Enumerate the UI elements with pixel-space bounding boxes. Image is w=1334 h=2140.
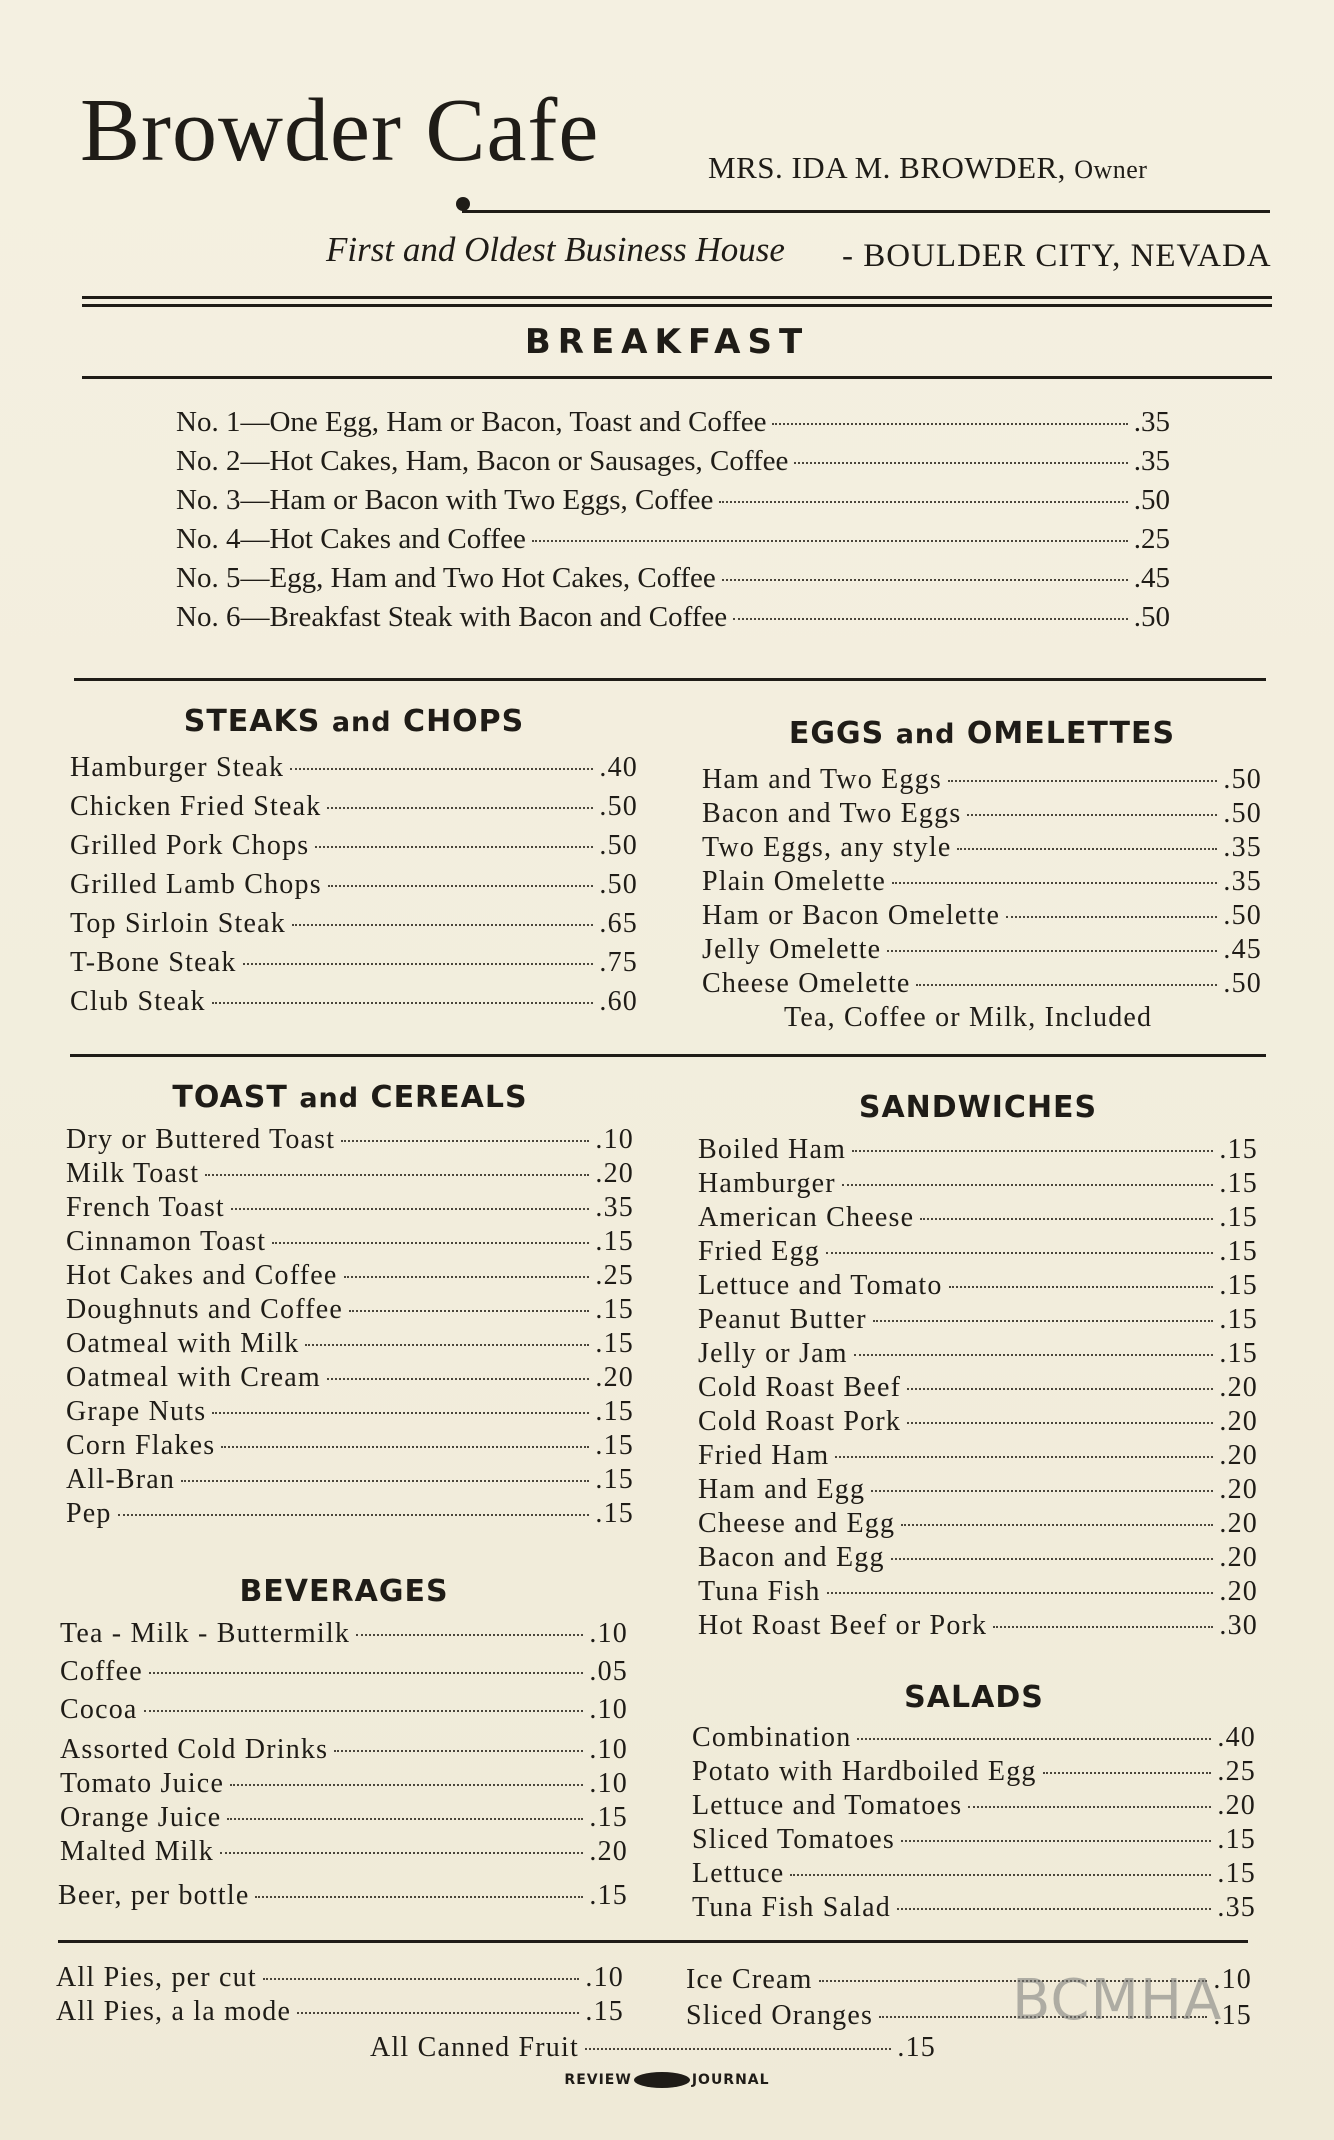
steaks-item — [70, 908, 638, 940]
leader-dots — [907, 1388, 1213, 1390]
leader-dots — [887, 950, 1217, 952]
sandwich-item — [698, 1202, 1258, 1234]
item-price: .15 — [595, 1294, 634, 1325]
item-name: Club Steak — [70, 986, 206, 1017]
toast-item — [66, 1396, 634, 1428]
steaks-item — [70, 869, 638, 901]
leader-dots — [826, 1252, 1213, 1254]
item-price: .20 — [1219, 1440, 1258, 1471]
eggs-title — [702, 716, 1262, 751]
item-price: .10 — [589, 1768, 628, 1799]
leader-dots — [920, 1218, 1213, 1220]
leader-dots — [852, 1150, 1213, 1152]
leader-dots — [230, 1784, 583, 1786]
item-price: .20 — [595, 1362, 634, 1393]
item-name: Tomato Juice — [60, 1768, 225, 1799]
sandwich-item — [698, 1474, 1258, 1506]
section-rule — [70, 1054, 1266, 1057]
item-name: Dry or Buttered Toast — [66, 1124, 336, 1155]
header-double-rule — [82, 296, 1272, 307]
item-price: .40 — [1217, 1722, 1256, 1753]
beverage-item — [60, 1802, 628, 1834]
item-name: Potato with Hardboiled Egg — [692, 1756, 1037, 1787]
leader-dots — [901, 1524, 1213, 1526]
leader-dots — [144, 1710, 584, 1712]
breakfast-title: BREAKFAST — [524, 322, 810, 362]
leader-dots — [871, 1490, 1213, 1492]
sandwich-item — [698, 1168, 1258, 1200]
breakfast-item — [176, 562, 1170, 595]
item-price: .10 — [1213, 1964, 1252, 1995]
toast-title — [66, 1080, 634, 1115]
item-name: Sliced Tomatoes — [692, 1824, 895, 1855]
printer-right: JOURNAL — [691, 2072, 770, 2088]
beverage-item — [60, 1694, 628, 1726]
item-name: Top Sirloin Steak — [70, 908, 286, 939]
leader-dots — [794, 462, 1127, 464]
item-price: .05 — [589, 1656, 628, 1687]
item-name: Hamburger Steak — [70, 752, 285, 783]
item-price: .25 — [1217, 1756, 1256, 1787]
item-price: .15 — [595, 1226, 634, 1257]
leader-dots — [292, 924, 593, 926]
steaks-item — [70, 830, 638, 862]
sandwich-item — [698, 1542, 1258, 1574]
item-name: Jelly Omelette — [702, 934, 882, 965]
item-name: No. 3—Ham or Bacon with Two Eggs, Coffee — [176, 484, 714, 516]
leader-dots — [532, 540, 1128, 542]
item-name: No. 6—Breakfast Steak with Bacon and Coffee — [176, 601, 728, 633]
item-price: .10 — [589, 1734, 628, 1765]
item-price: .60 — [599, 986, 638, 1017]
item-name: Oatmeal with Milk — [66, 1328, 300, 1359]
eggs-item — [702, 832, 1262, 864]
item-name: All Pies, per cut — [56, 1962, 257, 1993]
item-name: Grilled Pork Chops — [70, 830, 310, 861]
item-name: Lettuce and Tomato — [698, 1270, 943, 1301]
item-name: Peanut Butter — [698, 1304, 867, 1335]
steaks-item — [70, 791, 638, 823]
item-price: .15 — [897, 2032, 936, 2063]
sandwich-item — [698, 1134, 1258, 1166]
leader-dots — [243, 963, 594, 965]
item-price: .10 — [585, 1962, 624, 1993]
leader-dots — [897, 1908, 1211, 1910]
item-price: .50 — [1223, 798, 1262, 829]
leader-dots — [854, 1354, 1214, 1356]
item-name: French Toast — [66, 1192, 225, 1223]
item-name: Malted Milk — [60, 1836, 214, 1867]
sandwich-item — [698, 1372, 1258, 1404]
beverage-item — [60, 1656, 628, 1688]
leader-dots — [733, 618, 1128, 620]
sandwich-item — [698, 1236, 1258, 1268]
leader-dots — [949, 1286, 1214, 1288]
item-name: All-Bran — [66, 1464, 176, 1495]
item-price: .20 — [1219, 1508, 1258, 1539]
leader-dots — [255, 1896, 583, 1898]
sandwiches-title: SANDWICHES — [858, 1090, 1098, 1125]
leader-dots — [315, 846, 593, 848]
leader-dots — [263, 1978, 580, 1980]
cafe-name: Browder Cafe — [80, 81, 600, 180]
watermark: BCMHA — [1012, 1968, 1223, 2033]
item-price: .20 — [1219, 1542, 1258, 1573]
item-name: Bacon and Egg — [698, 1542, 885, 1573]
beverage-item — [60, 1768, 628, 1800]
title-and: and — [299, 1083, 360, 1114]
leader-dots — [842, 1184, 1214, 1186]
item-name: Pep — [66, 1498, 112, 1529]
title-word: STEAKS — [183, 704, 321, 739]
leader-dots — [968, 1806, 1211, 1808]
leader-dots — [873, 1320, 1214, 1322]
item-name: Corn Flakes — [66, 1430, 216, 1461]
leader-dots — [356, 1634, 583, 1636]
item-name: Coffee — [60, 1656, 143, 1687]
item-name: Fried Ham — [698, 1440, 830, 1471]
toast-item — [66, 1328, 634, 1360]
location-separator: - — [842, 238, 854, 274]
item-name: Tea - Milk - Buttermilk — [60, 1618, 351, 1649]
leader-dots — [957, 848, 1217, 850]
item-name: Cocoa — [60, 1694, 138, 1725]
item-name: Combination — [692, 1722, 852, 1753]
item-name: Ham and Egg — [698, 1474, 866, 1505]
item-price: .10 — [589, 1618, 628, 1649]
sandwich-item — [698, 1508, 1258, 1540]
leader-dots — [772, 423, 1127, 425]
title-word: CEREALS — [370, 1080, 528, 1115]
title-word: EGGS — [788, 716, 885, 751]
eggs-item — [702, 900, 1262, 932]
item-price: .15 — [1219, 1202, 1258, 1233]
steaks-title — [70, 704, 638, 739]
beverage-item — [60, 1734, 628, 1766]
eggs-item — [702, 798, 1262, 830]
item-name: T-Bone Steak — [70, 947, 237, 978]
item-name: No. 1—One Egg, Ham or Bacon, Toast and Coffee — [176, 406, 767, 438]
section-rule — [74, 678, 1266, 681]
leader-dots — [341, 1140, 589, 1142]
salad-item — [692, 1892, 1256, 1924]
owner-name: MRS. IDA M. BROWDER, — [708, 150, 1066, 185]
item-price: .35 — [1133, 445, 1170, 477]
leader-dots — [349, 1310, 589, 1312]
item-price: .50 — [1223, 764, 1262, 795]
title-and: and — [895, 719, 956, 750]
salad-item — [692, 1722, 1256, 1754]
leader-dots — [305, 1344, 589, 1346]
beverage-item — [60, 1836, 628, 1868]
sandwich-item — [698, 1610, 1258, 1642]
item-name: Hamburger — [698, 1168, 836, 1199]
toast-item — [66, 1362, 634, 1394]
eggs-item — [702, 764, 1262, 796]
item-price: .50 — [599, 830, 638, 861]
leader-dots — [328, 885, 594, 887]
title-and: and — [331, 707, 392, 738]
item-price: .50 — [599, 869, 638, 900]
leader-dots — [220, 1852, 583, 1854]
item-name: Lettuce — [692, 1858, 785, 1889]
item-price: .20 — [1219, 1372, 1258, 1403]
leader-dots — [1006, 916, 1217, 918]
eggs-item — [702, 968, 1262, 1000]
item-price: .15 — [1217, 1858, 1256, 1889]
steaks-item — [70, 947, 638, 979]
breakfast-item — [176, 523, 1170, 556]
item-price: .35 — [1223, 832, 1262, 863]
title-word: OMELETTES — [966, 716, 1176, 751]
item-name: American Cheese — [698, 1202, 915, 1233]
eggs-item — [702, 866, 1262, 898]
printer-mark — [0, 2072, 1334, 2088]
toast-item — [66, 1464, 634, 1496]
header-rule — [462, 210, 1270, 213]
item-price: .65 — [599, 908, 638, 939]
item-price: .15 — [595, 1328, 634, 1359]
item-price: .20 — [1219, 1474, 1258, 1505]
salad-item — [692, 1790, 1256, 1822]
toast-item — [66, 1294, 634, 1326]
item-price: .15 — [1219, 1236, 1258, 1267]
beverage-item — [58, 1880, 628, 1912]
item-price: .45 — [1223, 934, 1262, 965]
item-price: .15 — [595, 1430, 634, 1461]
printer-left: REVIEW — [564, 2072, 632, 2088]
breakfast-item — [176, 484, 1170, 517]
item-price: .15 — [589, 1880, 628, 1911]
location-text: BOULDER CITY, NEVADA — [863, 238, 1272, 274]
item-price: .35 — [595, 1192, 634, 1223]
leader-dots — [857, 1738, 1211, 1740]
leader-dots — [835, 1456, 1213, 1458]
title-word: TOAST — [172, 1080, 288, 1115]
item-name: Two Eggs, any style — [702, 832, 952, 863]
item-name: Oatmeal with Cream — [66, 1362, 321, 1393]
item-price: .50 — [1133, 601, 1170, 633]
item-name: Ice Cream — [686, 1964, 813, 1995]
leader-dots — [205, 1174, 589, 1176]
item-price: .45 — [1133, 562, 1170, 594]
item-price: .15 — [1219, 1304, 1258, 1335]
item-name: Cold Roast Pork — [698, 1406, 902, 1437]
item-price: .20 — [589, 1836, 628, 1867]
leader-dots — [344, 1276, 590, 1278]
steaks-item — [70, 986, 638, 1018]
item-price: .25 — [595, 1260, 634, 1291]
item-name: Bacon and Two Eggs — [702, 798, 962, 829]
item-price: .20 — [595, 1158, 634, 1189]
item-name: Grilled Lamb Chops — [70, 869, 322, 900]
location — [842, 238, 1272, 275]
eggs-item — [702, 934, 1262, 966]
breakfast-item — [176, 445, 1170, 478]
item-name: Cheese and Egg — [698, 1508, 896, 1539]
item-price: .10 — [589, 1694, 628, 1725]
section-rule — [58, 1940, 1248, 1943]
leader-dots — [212, 1002, 594, 1004]
item-price: .15 — [1217, 1824, 1256, 1855]
item-price: .35 — [1223, 866, 1262, 897]
toast-item — [66, 1498, 634, 1530]
item-price: .15 — [585, 1996, 624, 2027]
item-price: .15 — [1219, 1338, 1258, 1369]
breakfast-item — [176, 601, 1170, 634]
eggs-note: Tea, Coffee or Milk, Included — [784, 1002, 1153, 1033]
item-name: Cinnamon Toast — [66, 1226, 267, 1257]
item-name: Boiled Ham — [698, 1134, 847, 1165]
item-price: .15 — [595, 1498, 634, 1529]
toast-item — [66, 1158, 634, 1190]
leader-dots — [118, 1514, 590, 1516]
owner-role: Owner — [1074, 155, 1148, 184]
dessert-item — [56, 1962, 624, 1994]
beverages-title: BEVERAGES — [239, 1574, 449, 1609]
item-price: .20 — [1219, 1406, 1258, 1437]
leader-dots — [1043, 1772, 1212, 1774]
item-price: .15 — [595, 1396, 634, 1427]
leader-dots — [722, 579, 1128, 581]
item-price: .20 — [1217, 1790, 1256, 1821]
item-name: Sliced Oranges — [686, 2000, 874, 2031]
sandwich-item — [698, 1304, 1258, 1336]
item-name: Doughnuts and Coffee — [66, 1294, 343, 1325]
item-name: Hot Roast Beef or Pork — [698, 1610, 988, 1641]
leader-dots — [585, 2048, 891, 2050]
item-price: .30 — [1219, 1610, 1258, 1641]
toast-item — [66, 1192, 634, 1224]
tagline: First and Oldest Business House — [326, 230, 785, 269]
leader-dots — [227, 1818, 583, 1820]
item-name: Ham and Two Eggs — [702, 764, 942, 795]
leader-dots — [790, 1874, 1211, 1876]
leader-dots — [327, 807, 593, 809]
item-price: .15 — [1219, 1168, 1258, 1199]
item-name: All Canned Fruit — [370, 2032, 579, 2063]
leader-dots — [231, 1208, 589, 1210]
item-name: Cheese Omelette — [702, 968, 911, 999]
salad-item — [692, 1858, 1256, 1890]
item-name: Grape Nuts — [66, 1396, 207, 1427]
leader-dots — [181, 1480, 589, 1482]
beverage-item — [60, 1618, 628, 1650]
toast-item — [66, 1124, 634, 1156]
item-price: .75 — [599, 947, 638, 978]
steaks-item — [70, 752, 638, 784]
item-price: .50 — [1223, 968, 1262, 999]
item-name: No. 2—Hot Cakes, Ham, Bacon or Sausages, Coffee — [176, 445, 789, 477]
item-name: Chicken Fried Steak — [70, 791, 322, 822]
sandwich-item — [698, 1406, 1258, 1438]
item-name: Assorted Cold Drinks — [60, 1734, 329, 1765]
leader-dots — [967, 814, 1217, 816]
leader-dots — [149, 1672, 584, 1674]
leader-dots — [327, 1378, 590, 1380]
dessert-item — [370, 2032, 936, 2064]
item-price: .15 — [1213, 2000, 1252, 2031]
item-name: All Pies, a la mode — [56, 1996, 292, 2027]
item-name: Hot Cakes and Coffee — [66, 1260, 338, 1291]
toast-item — [66, 1226, 634, 1258]
toast-item — [66, 1260, 634, 1292]
item-price: .20 — [1219, 1576, 1258, 1607]
leader-dots — [290, 768, 593, 770]
leader-dots — [901, 1840, 1211, 1842]
item-name: Beer, per bottle — [58, 1880, 250, 1911]
leader-dots — [916, 984, 1217, 986]
sandwich-item — [698, 1440, 1258, 1472]
sandwich-item — [698, 1576, 1258, 1608]
salads-title: SALADS — [904, 1680, 1044, 1715]
salad-item — [692, 1756, 1256, 1788]
item-name: Lettuce and Tomatoes — [692, 1790, 963, 1821]
leader-dots — [907, 1422, 1213, 1424]
item-price: .35 — [1133, 406, 1170, 438]
item-name: No. 4—Hot Cakes and Coffee — [176, 523, 526, 555]
item-price: .40 — [599, 752, 638, 783]
item-price: .50 — [599, 791, 638, 822]
leader-dots — [993, 1626, 1213, 1628]
leader-dots — [334, 1750, 583, 1752]
item-name: Milk Toast — [66, 1158, 200, 1189]
item-price: .15 — [1219, 1134, 1258, 1165]
item-name: Cold Roast Beef — [698, 1372, 902, 1403]
item-name: Orange Juice — [60, 1802, 222, 1833]
leader-dots — [272, 1242, 589, 1244]
item-name: No. 5—Egg, Ham and Two Hot Cakes, Coffee — [176, 562, 716, 594]
leader-dots — [891, 1558, 1214, 1560]
sandwich-item — [698, 1338, 1258, 1370]
item-price: .50 — [1223, 900, 1262, 931]
leader-dots — [221, 1446, 589, 1448]
printer-logo-icon — [634, 2072, 690, 2088]
leader-dots — [212, 1412, 589, 1414]
item-price: .15 — [595, 1464, 634, 1495]
item-name: Jelly or Jam — [698, 1338, 848, 1369]
item-price: .25 — [1133, 523, 1170, 555]
item-name: Plain Omelette — [702, 866, 886, 897]
dessert-item — [56, 1996, 624, 2028]
item-name: Ham or Bacon Omelette — [702, 900, 1001, 931]
item-name: Fried Egg — [698, 1236, 821, 1267]
leader-dots — [719, 501, 1127, 503]
item-price: .15 — [1219, 1270, 1258, 1301]
item-name: Tuna Fish Salad — [692, 1892, 892, 1923]
owner-line — [708, 150, 1147, 186]
salad-item — [692, 1824, 1256, 1856]
breakfast-top-rule — [82, 376, 1272, 379]
item-name: Tuna Fish — [698, 1576, 821, 1607]
item-price: .10 — [595, 1124, 634, 1155]
sandwich-item — [698, 1270, 1258, 1302]
leader-dots — [827, 1592, 1214, 1594]
header-dot-icon — [456, 197, 470, 211]
leader-dots — [948, 780, 1217, 782]
item-price: .50 — [1133, 484, 1170, 516]
breakfast-item — [176, 406, 1170, 439]
item-price: .15 — [589, 1802, 628, 1833]
leader-dots — [892, 882, 1217, 884]
toast-item — [66, 1430, 634, 1462]
leader-dots — [297, 2012, 579, 2014]
title-word: CHOPS — [403, 704, 525, 739]
item-price: .35 — [1217, 1892, 1256, 1923]
